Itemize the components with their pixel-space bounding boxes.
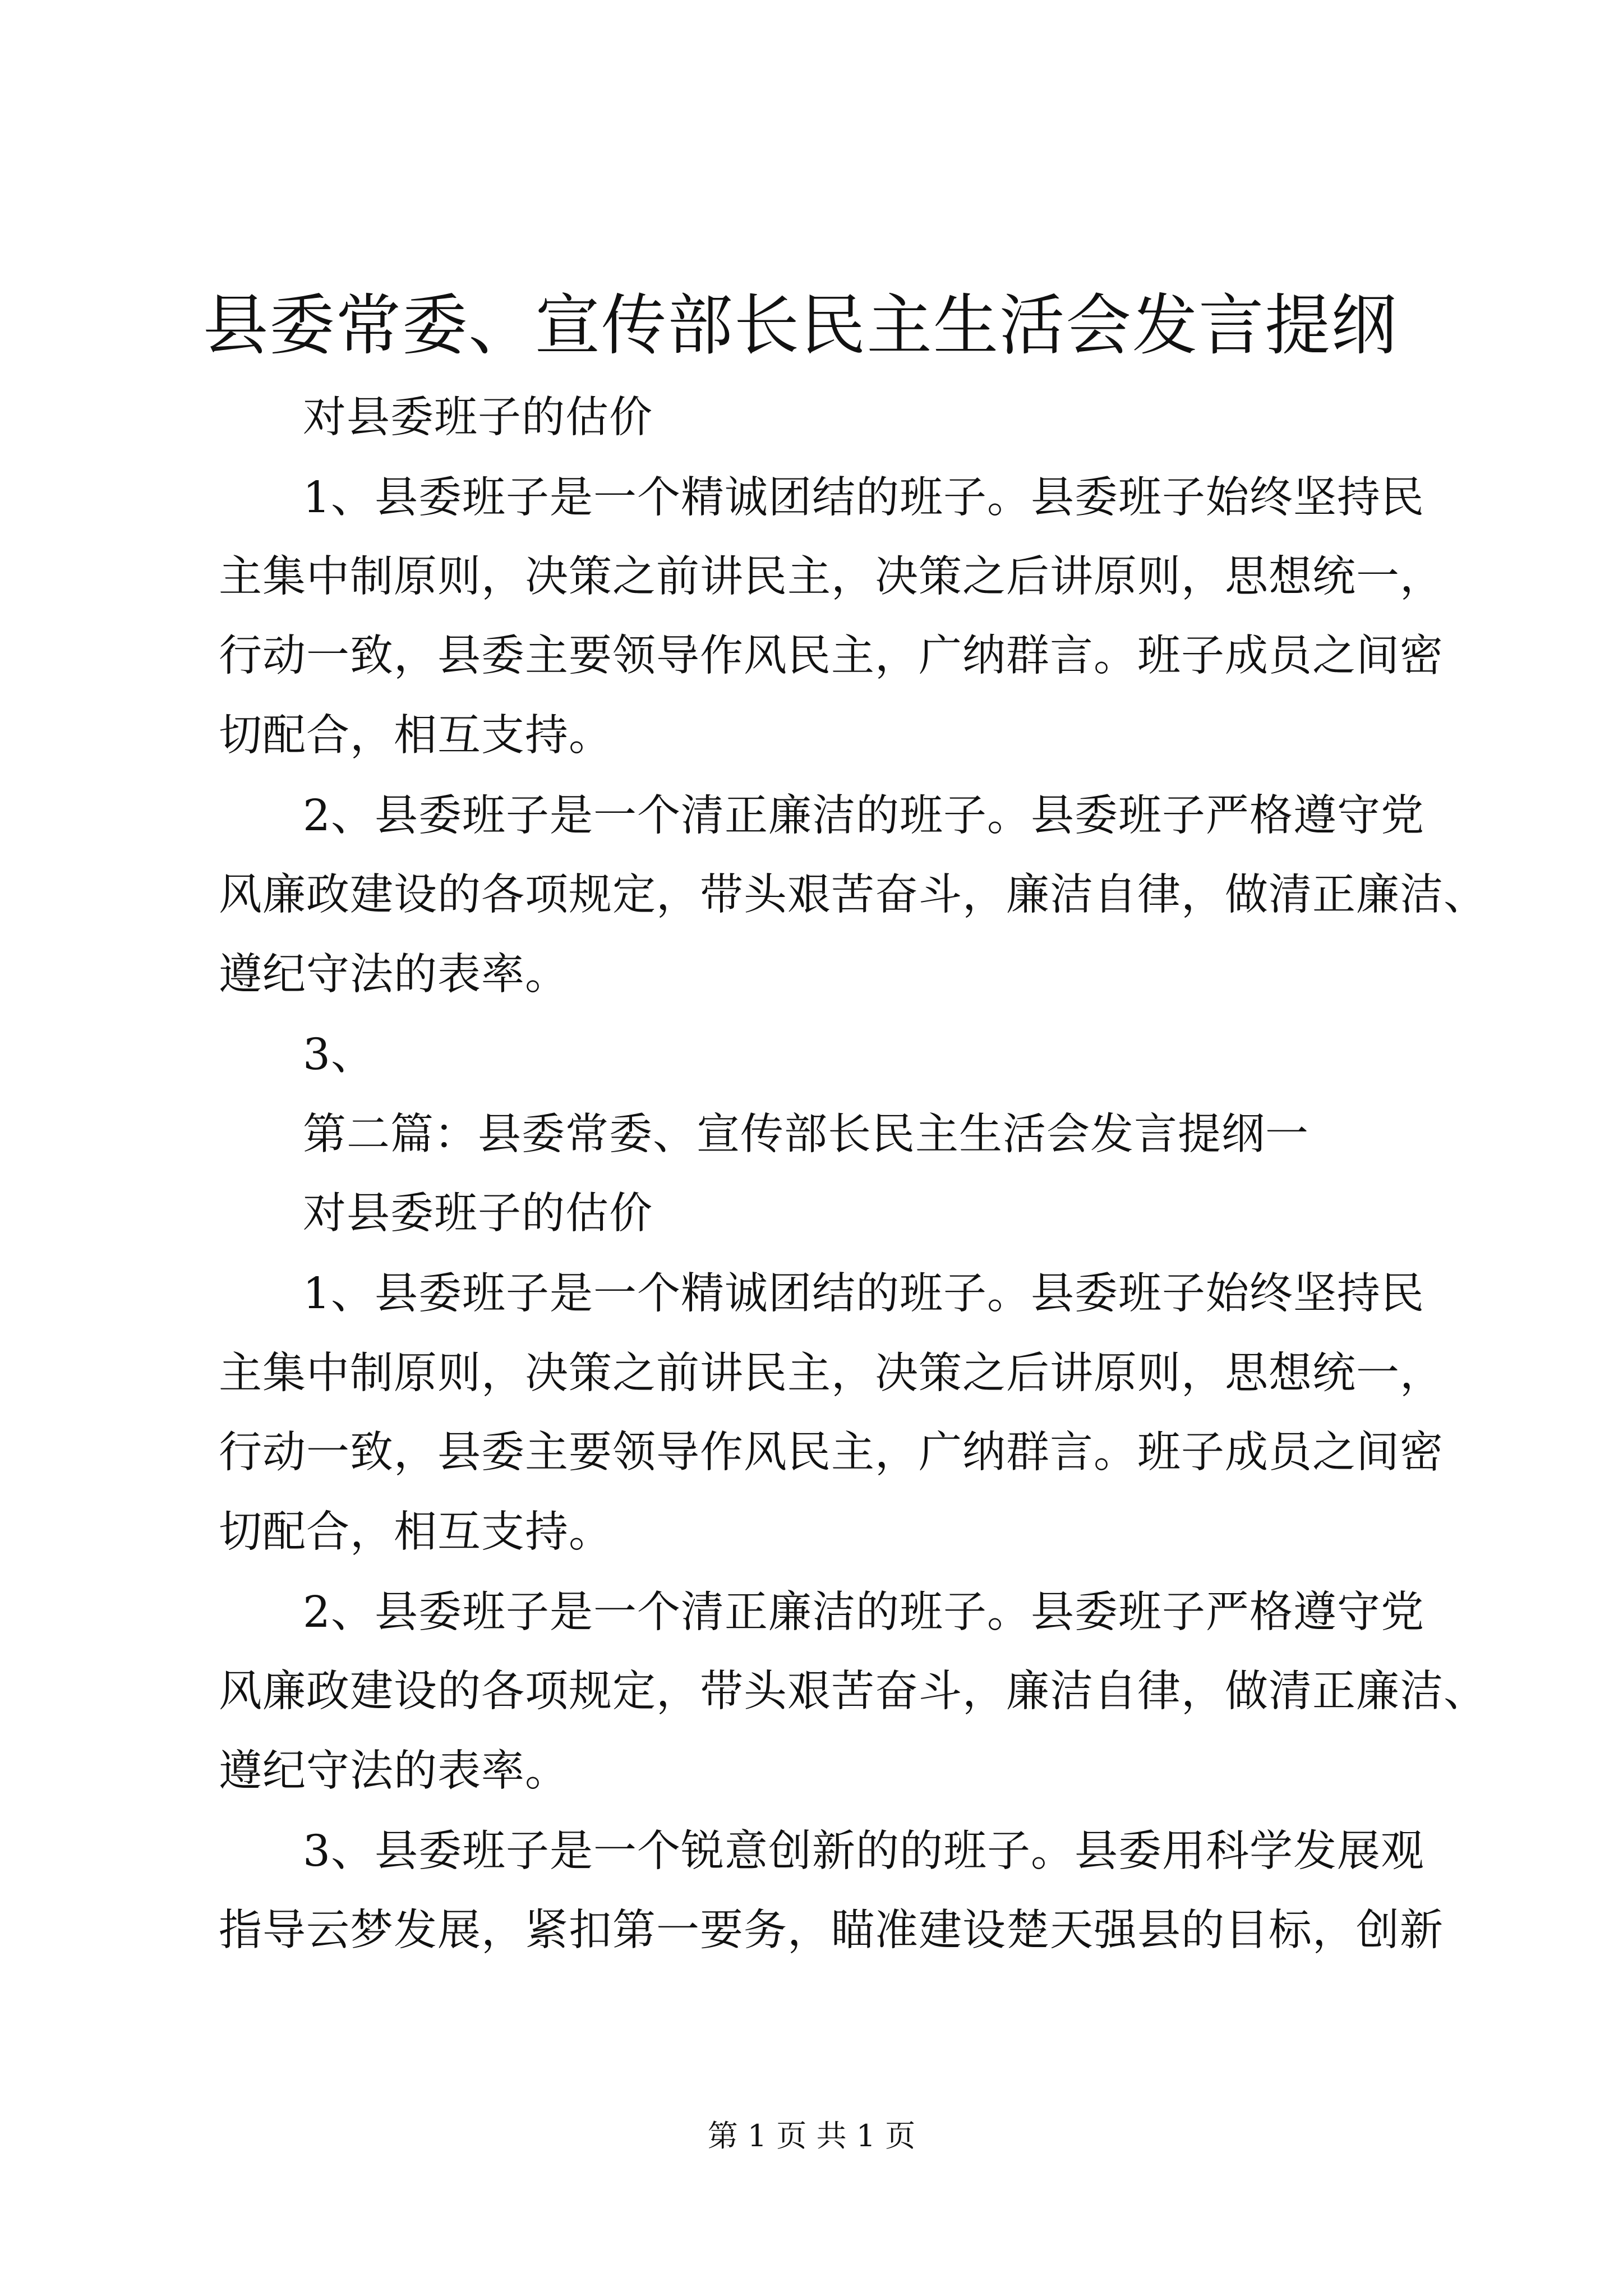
paragraph-line: 风廉政建设的各项规定，带头艰苦奋斗，廉洁自律，做清正廉洁、 bbox=[219, 870, 1487, 920]
paragraph-line: 主集中制原则，决策之前讲民主，决策之后讲原则，思想统一， bbox=[219, 552, 1444, 602]
section-heading: 对县委班子的估价 bbox=[303, 393, 653, 443]
paragraph-line: 遵纪守法的表率。 bbox=[219, 950, 569, 1000]
paragraph-line: 遵纪守法的表率。 bbox=[219, 1746, 569, 1796]
paragraph-line: 2、县委班子是一个清正廉洁的班子。县委班子严格遵守党 bbox=[303, 791, 1424, 841]
page-footer: 第 1 页 共 1 页 bbox=[707, 2118, 916, 2154]
paragraph-line: 1、县委班子是一个精诚团结的班子。县委班子始终坚持民 bbox=[303, 473, 1424, 523]
paragraph-line: 切配合，相互支持。 bbox=[219, 711, 612, 761]
paragraph-line: 行动一致，县委主要领导作风民主，广纳群言。班子成员之间密 bbox=[219, 631, 1444, 681]
paragraph-line: 主集中制原则，决策之前讲民主，决策之后讲原则，思想统一， bbox=[219, 1349, 1444, 1398]
paragraph-line: 风廉政建设的各项规定，带头艰苦奋斗，廉洁自律，做清正廉洁、 bbox=[219, 1667, 1487, 1717]
paragraph-line: 切配合，相互支持。 bbox=[219, 1507, 612, 1557]
section-heading: 对县委班子的估价 bbox=[303, 1189, 653, 1239]
paragraph-line: 3、县委班子是一个锐意创新的的班子。县委用科学发展观 bbox=[303, 1826, 1424, 1876]
paragraph-line: 3、 bbox=[303, 1030, 375, 1080]
paragraph-line: 行动一致，县委主要领导作风民主，广纳群言。班子成员之间密 bbox=[219, 1428, 1444, 1478]
section-heading: 第二篇：县委常委、宣传部长民主生活会发言提纲一 bbox=[303, 1110, 1309, 1159]
document-title: 县委常委、宣传部长民主生活会发言提纲 bbox=[202, 287, 1398, 364]
paragraph-line: 2、县委班子是一个清正廉洁的班子。县委班子严格遵守党 bbox=[303, 1588, 1424, 1637]
paragraph-line: 指导云梦发展，紧扣第一要务，瞄准建设楚天强县的目标，创新 bbox=[219, 1906, 1444, 1955]
paragraph-line: 1、县委班子是一个精诚团结的班子。县委班子始终坚持民 bbox=[303, 1269, 1424, 1319]
